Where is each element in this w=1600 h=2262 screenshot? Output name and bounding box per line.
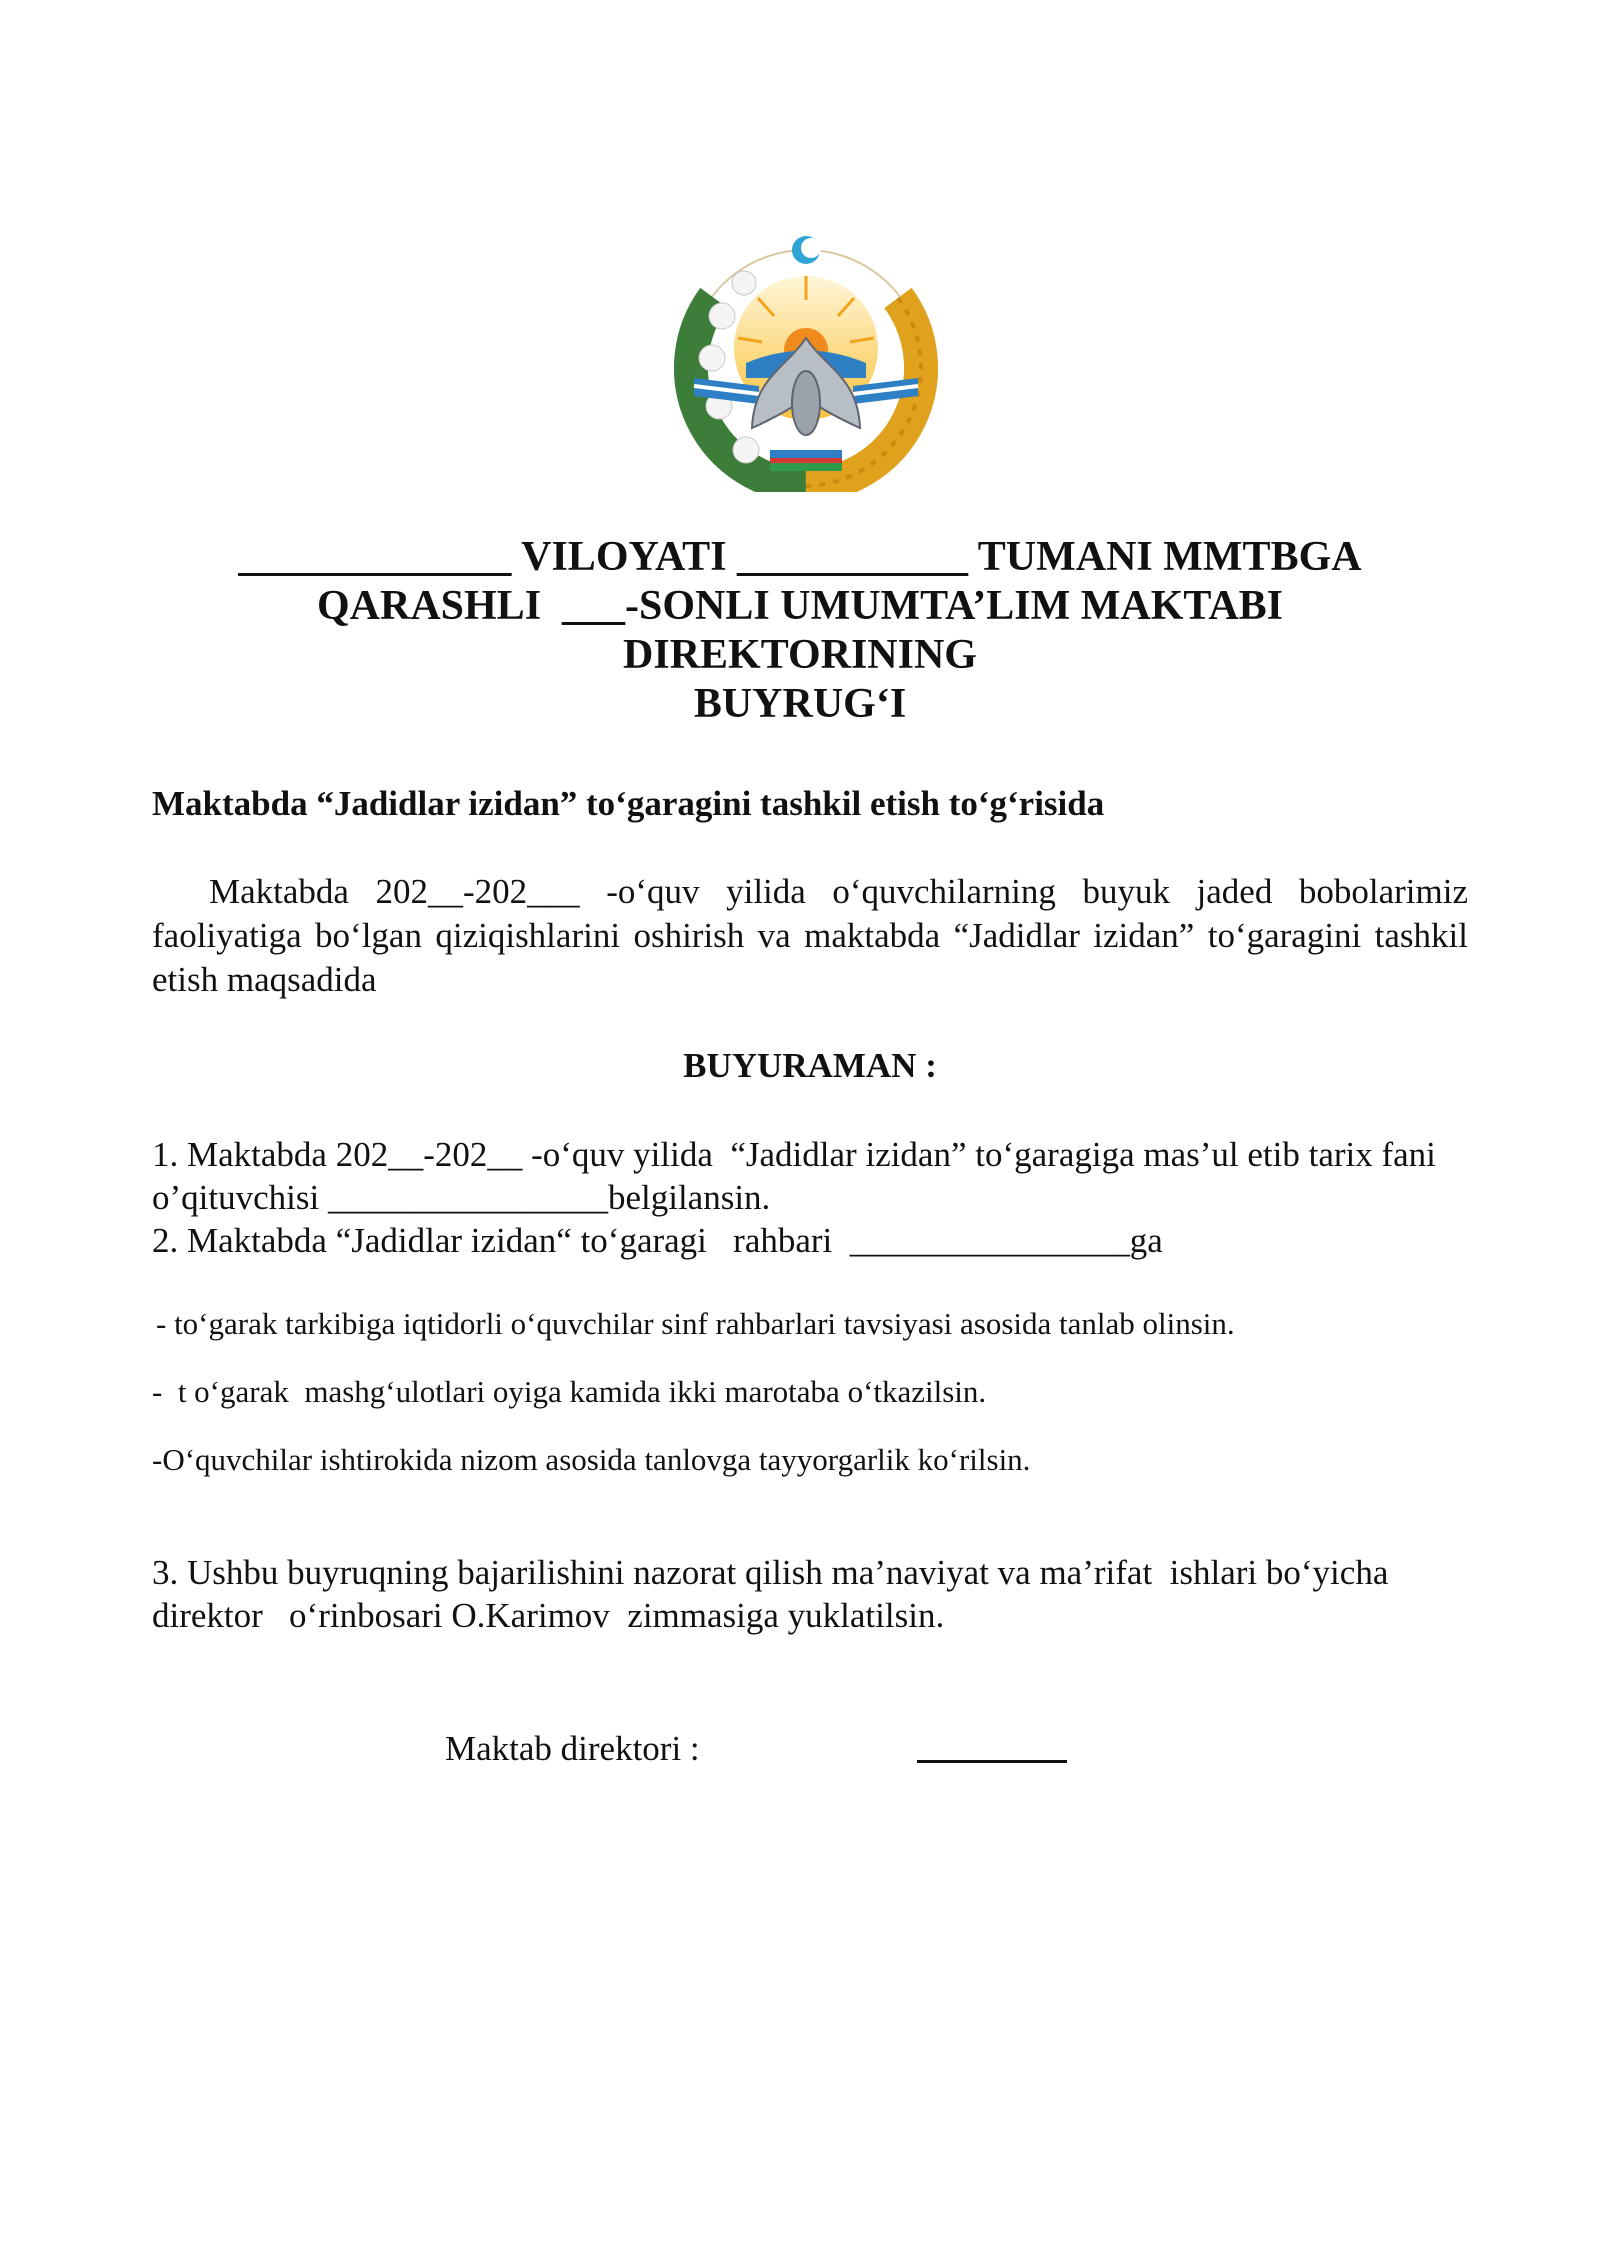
signature-label: Maktab direktori : [445,1729,700,1768]
uzbekistan-state-emblem-icon [674,228,938,492]
preamble-paragraph: Maktabda 202__-202___ -o‘quv yilida o‘quvchilarning buyuk jaded bobolarimiz faoliyatiga bo‘lgan qiziqishlarini oshirish va maktabda “Jadidlar izidan” to‘garagini tashkil etish maqsadida [152,872,1468,999]
order-subitem-3: -O‘quvchilar ishtirokida nizom asosida tanlovga tayyorgarlik ko‘rilsin. [152,1442,1031,1477]
header-line-school: QARASHLI ___-SONLI UMUMTA’LIM MAKTABI [316,583,1284,629]
signature-line [917,1760,1067,1763]
order-subject: Maktabda “Jadidlar izidan” to‘garagini tashkil etish to‘g‘risida [152,784,1105,823]
order-item-1: 1. Maktabda 202__-202__ -o‘quv yilida “Jadidlar izidan” to‘garagiga mas’ul etib tarix fani o’qituvchisi ________________belgilansin. [152,1135,1445,1217]
order-heading: BUYURAMAN : [683,1046,937,1085]
order-subitem-1: - to‘garak tarkibiga iqtidorli o‘quvchilar sinf rahbarlari tavsiyasi asosida tanlab olinsin. [156,1306,1235,1341]
document-header [150,533,1450,729]
order-item-3: 3. Ushbu buyruqning bajarilishini nazorat qilish ma’naviyat va ma’rifat ishlari bo‘yicha direktor o‘rinbosari O.Karimov zimmasiga yuklatilsin. [152,1553,1398,1635]
header-line-order: BUYRUG‘I [693,681,907,727]
header-line-region: _____________ VILOYATI ___________ TUMANI MMTBGA [238,534,1362,580]
order-item-2: 2. Maktabda “Jadidlar izidan“ to‘garagi rahbari ________________ga [152,1221,1163,1260]
order-subitem-2: - t o‘garak mashg‘ulotlari oyiga kamida ikki marotaba o‘tkazilsin. [152,1374,987,1409]
header-line-director: DIREKTORINING [623,632,977,678]
